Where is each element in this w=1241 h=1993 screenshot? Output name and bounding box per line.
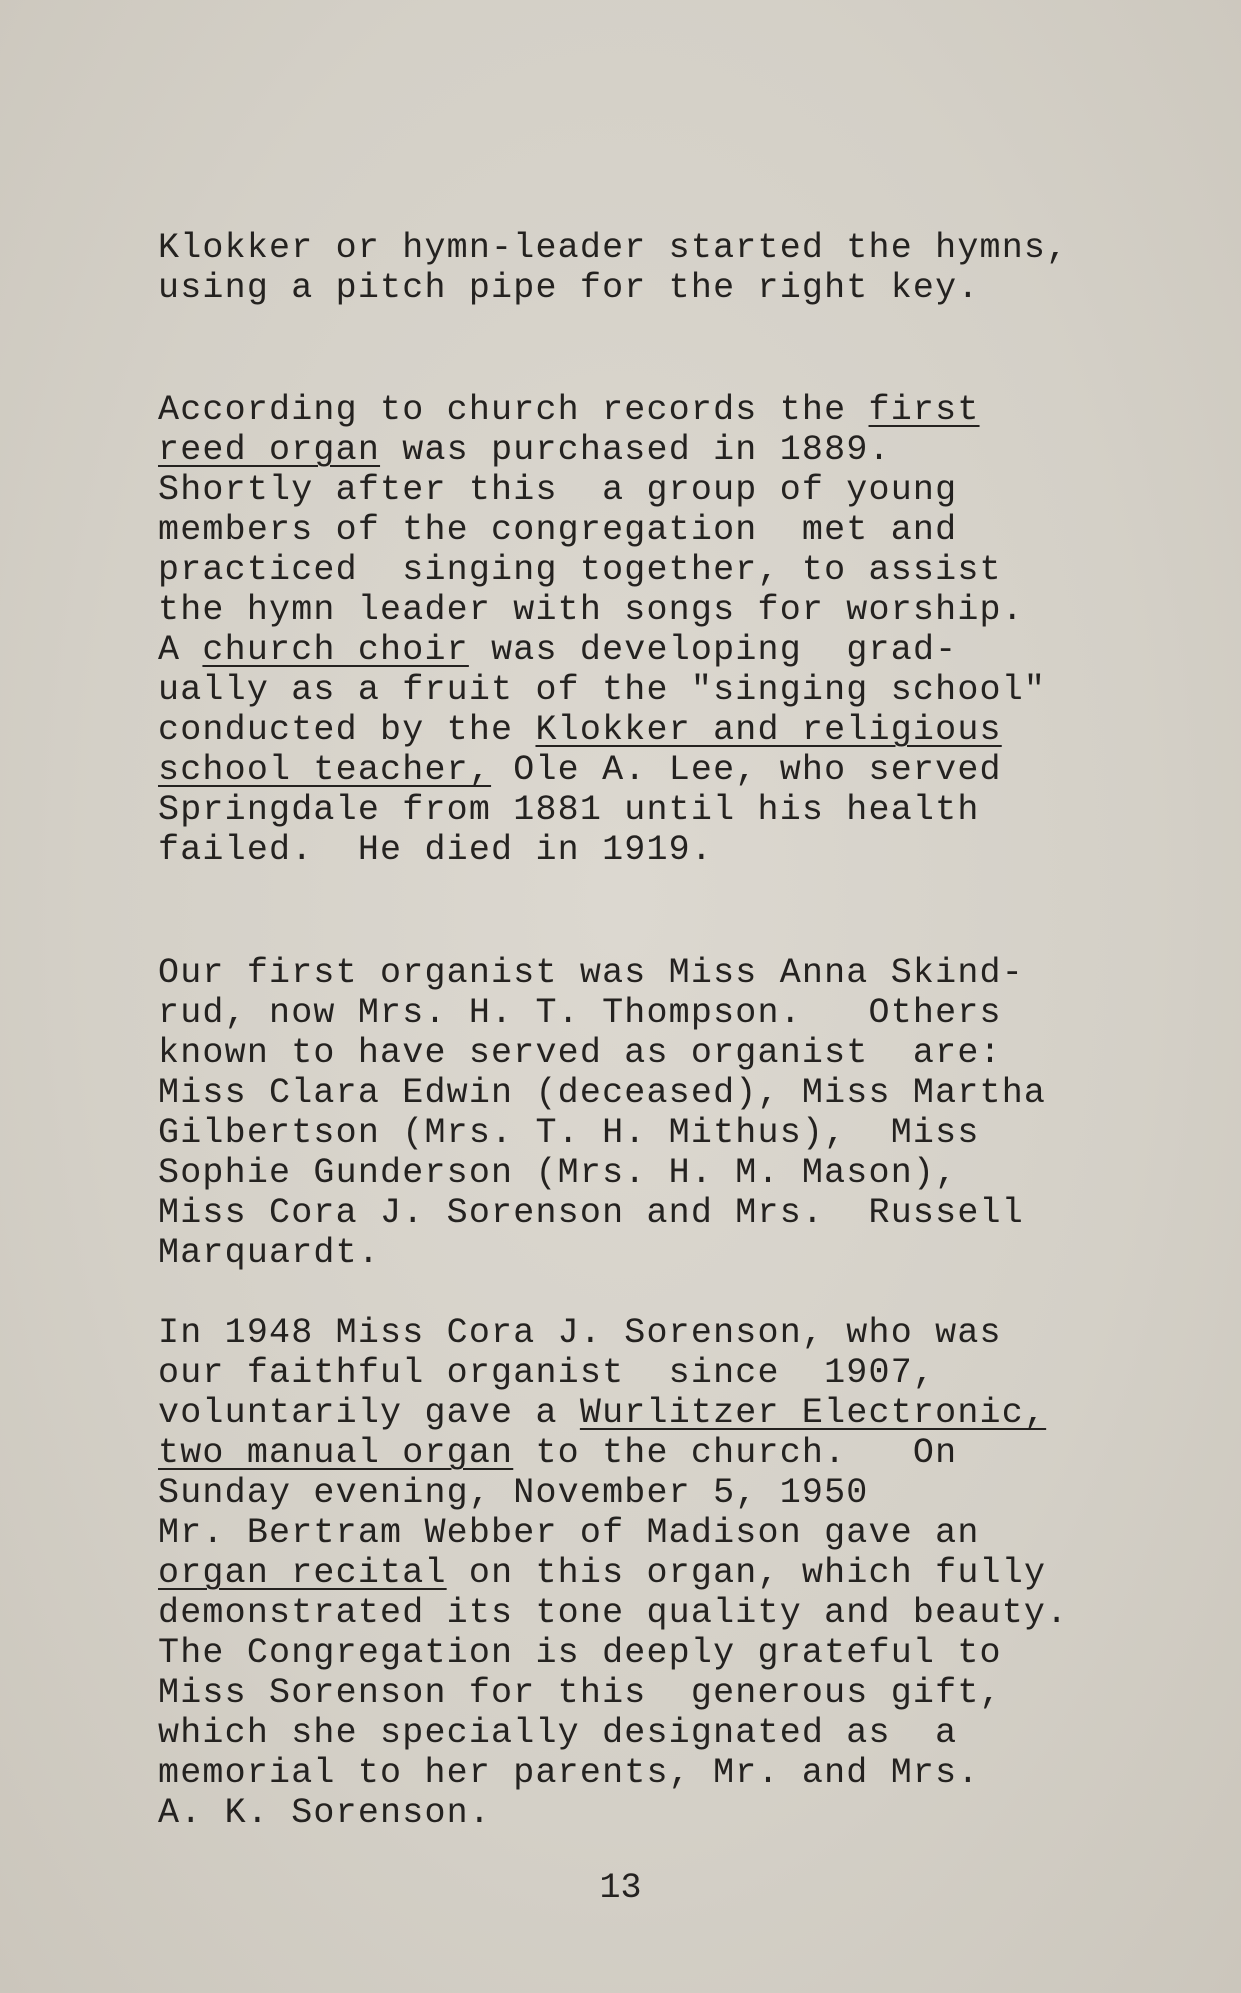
text-line: using a pitch pipe for the right key. (158, 268, 980, 308)
text-line: known to have served as organist are: (158, 1033, 1002, 1073)
text-line: which she specially designated as a (158, 1713, 958, 1753)
text-line: Sunday evening, November 5, 1950 (158, 1473, 869, 1513)
underlined-text: school teacher, (158, 750, 492, 790)
underlined-text: two manual organ (158, 1433, 514, 1473)
text-line: Mr. Bertram Webber of Madison gave an (158, 1513, 980, 1553)
text-segment: According to church records the (158, 390, 869, 430)
text-line: practiced singing together, to assist (158, 550, 1002, 590)
text-line: our faithful organist since 1907, (158, 1353, 936, 1393)
text-line: the hymn leader with songs for worship. (158, 590, 1024, 630)
text-line: Miss Sorenson for this generous gift, (158, 1673, 1002, 1713)
text-segment: on this organ, which fully (446, 1553, 1047, 1593)
text-line (158, 390, 1046, 430)
text-line: Miss Cora J. Sorenson and Mrs. Russell (158, 1193, 1024, 1233)
underlined-text: first (868, 390, 980, 430)
underlined-text: organ recital (158, 1553, 447, 1593)
text-line: Springdale from 1881 until his health (158, 790, 980, 830)
text-segment: was developing grad- (468, 630, 958, 670)
text-segment: to the church. On (513, 1433, 958, 1473)
text-line: Our first organist was Miss Anna Skind- (158, 953, 1024, 993)
text-line: In 1948 Miss Cora J. Sorenson, who was (158, 1313, 1002, 1353)
underlined-text: reed organ (158, 430, 381, 470)
paragraph-reed-organ (158, 390, 1046, 870)
text-line: ually as a fruit of the "singing school" (158, 670, 1047, 710)
text-line (158, 750, 1046, 790)
text-line: Klokker or hymn-leader started the hymns, (158, 228, 1069, 268)
text-line: Miss Clara Edwin (deceased), Miss Martha (158, 1073, 1047, 1113)
text-segment: was purchased in 1889. (380, 430, 891, 470)
text-line (158, 430, 1046, 470)
text-line (158, 710, 1046, 750)
text-line: Sophie Gunderson (Mrs. H. M. Mason), (158, 1153, 958, 1193)
text-line: The Congregation is deeply grateful to (158, 1633, 1002, 1673)
page-number: 13 (599, 1868, 642, 1908)
text-line (158, 630, 1046, 670)
paragraph-first-organist (158, 953, 1046, 1273)
text-line: failed. He died in 1919. (158, 830, 714, 870)
text-line: Marquardt. (158, 1233, 381, 1273)
text-line: demonstrated its tone quality and beauty. (158, 1593, 1069, 1633)
underlined-text: Wurlitzer Electronic, (579, 1393, 1047, 1433)
underlined-text: Klokker and religious (535, 710, 1002, 750)
text-segment: conducted by the (158, 710, 536, 750)
text-line: A. K. Sorenson. (158, 1793, 492, 1833)
text-line: Shortly after this a group of young (158, 470, 958, 510)
text-line: members of the congregation met and (158, 510, 958, 550)
text-segment: Ole A. Lee, who served (491, 750, 1002, 790)
text-line: memorial to her parents, Mr. and Mrs. (158, 1753, 980, 1793)
text-line: Gilbertson (Mrs. T. H. Mithus), Miss (158, 1113, 980, 1153)
paragraph-wurlitzer-organ (158, 1313, 1068, 1833)
text-segment: A (158, 630, 203, 670)
text-line: rud, now Mrs. H. T. Thompson. Others (158, 993, 1002, 1033)
text-line (158, 1393, 1068, 1433)
text-line (158, 1553, 1068, 1593)
paragraph-klokker (158, 228, 1068, 308)
text-line (158, 1433, 1068, 1473)
text-segment: voluntarily gave a (158, 1393, 580, 1433)
underlined-text: church choir (202, 630, 469, 670)
